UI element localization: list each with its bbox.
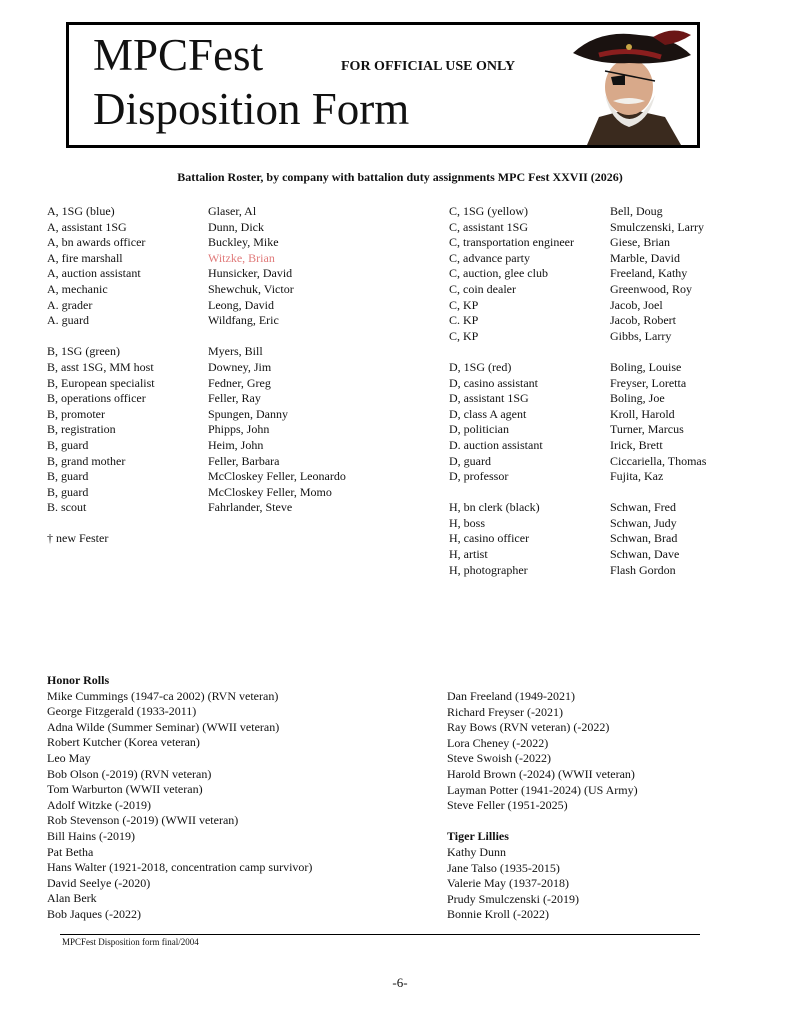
roster-name: Witzke, Brian <box>208 250 275 265</box>
roster-name: Heim, John <box>208 437 264 452</box>
roster-role: A, fire marshall <box>47 250 123 265</box>
roster-name: Schwan, Judy <box>610 515 677 530</box>
roster-name: Boling, Louise <box>610 359 682 374</box>
roster-name: Hunsicker, David <box>208 266 293 281</box>
honor-roll-entry: Rob Stevenson (-2019) (WWII veteran) <box>47 813 239 828</box>
roster-name: Jacob, Robert <box>610 313 676 328</box>
roster-role: D, casino assistant <box>449 375 538 390</box>
right-roles-column <box>449 204 574 578</box>
roster-name: Fujita, Kaz <box>610 469 664 484</box>
roster-role: B, 1SG (green) <box>47 344 120 359</box>
roster-role: A. grader <box>47 297 93 312</box>
roster-role: A, 1SG (blue) <box>47 204 115 218</box>
honor-roll-entry: Bob Olson (-2019) (RVN veteran) <box>47 766 212 781</box>
footer-text: MPCFest Disposition form final/2004 <box>62 937 199 947</box>
honor-roll-entry: Layman Potter (1941-2024) (US Army) <box>447 782 638 797</box>
tiger-lillies-entry: Bonnie Kroll (-2022) <box>447 907 549 922</box>
roster-role: C. KP <box>449 313 479 328</box>
roster-name: Gibbs, Larry <box>610 328 672 343</box>
roster-name: Myers, Bill <box>208 344 263 359</box>
honor-roll-entry: Steve Feller (1951-2025) <box>447 798 568 813</box>
roster-role: H, boss <box>449 515 486 530</box>
roster-title: Battalion Roster, by company with battalion duty assignments MPC Fest XXVII (2026) <box>177 170 623 184</box>
roster-role: C, 1SG (yellow) <box>449 204 528 218</box>
roster-name: Irick, Brett <box>610 437 663 452</box>
roster-role: A, mechanic <box>47 281 108 296</box>
tiger-lillies-entry: Jane Talso (1935-2015) <box>447 860 560 875</box>
roster-name: Buckley, Mike <box>208 235 279 250</box>
spacer <box>449 485 574 501</box>
roster-role: C, KP <box>449 297 479 312</box>
honor-rolls-left <box>47 673 312 923</box>
roster-role: C, advance party <box>449 250 530 265</box>
official-use-label: FOR OFFICIAL USE ONLY <box>341 59 516 74</box>
roster-role: C, auction, glee club <box>449 266 548 281</box>
roster-role: H, bn clerk (black) <box>449 500 540 515</box>
left-names-column <box>208 204 346 516</box>
honor-roll-entry: Richard Freyser (-2021) <box>447 704 563 719</box>
roster-role: B, registration <box>47 422 116 437</box>
roster-role: A. guard <box>47 313 89 328</box>
roster-role: D. auction assistant <box>449 437 543 452</box>
tiger-lillies-heading: Tiger Lillies <box>447 829 509 844</box>
roster-name: Greenwood, Roy <box>610 281 692 296</box>
spacer <box>47 329 155 345</box>
roster-name: Smulczenski, Larry <box>610 219 704 234</box>
honor-roll-entry: Lora Cheney (-2022) <box>447 735 549 750</box>
roster-role: H, photographer <box>449 562 528 577</box>
honor-roll-entry: Alan Berk <box>47 891 97 906</box>
roster-role: B. scout <box>47 500 87 515</box>
spacer <box>47 516 155 532</box>
roster-role: C, coin dealer <box>449 281 516 296</box>
roster-name: Spungen, Danny <box>208 406 288 421</box>
title-line-1: MPCFest <box>93 30 264 80</box>
roster-role: B, guard <box>47 484 89 499</box>
roster-name: McCloskey Feller, Momo <box>208 484 332 499</box>
roster-name: Feller, Ray <box>208 391 261 406</box>
honor-roll-entry: Bob Jaques (-2022) <box>47 906 141 921</box>
roster-name: Fedner, Greg <box>208 375 271 390</box>
roster-role: A, assistant 1SG <box>47 219 127 234</box>
roster-name: Schwan, Fred <box>610 500 676 515</box>
roster-name: Schwan, Brad <box>610 531 678 546</box>
roster-name: Kroll, Harold <box>610 406 675 421</box>
roster-name: Leong, David <box>208 297 274 312</box>
roster-name: Shewchuk, Victor <box>208 281 294 296</box>
roster-role: D, assistant 1SG <box>449 391 529 406</box>
roster-name: Feller, Barbara <box>208 453 280 468</box>
roster-role: D, guard <box>449 453 491 468</box>
roster-role: B, operations officer <box>47 391 146 406</box>
roster-name: Flash Gordon <box>610 562 676 577</box>
honor-roll-entry: David Seelye (-2020) <box>47 875 151 890</box>
roster-name: Downey, Jim <box>208 359 272 374</box>
roster-name: Dunn, Dick <box>208 219 264 234</box>
honor-roll-entry: Steve Swoish (-2022) <box>447 751 551 766</box>
right-names-column <box>610 204 706 578</box>
honor-roll-entry: Mike Cummings (1947-ca 2002) (RVN veteran) <box>47 688 279 703</box>
roster-role: B, European specialist <box>47 375 155 390</box>
footer-rule <box>60 934 700 935</box>
tiger-lillies-entry: Valerie May (1937-2018) <box>447 876 569 891</box>
roster-name: Jacob, Joel <box>610 297 663 312</box>
honor-roll-entry: Harold Brown (-2024) (WWII veteran) <box>447 766 635 781</box>
honor-roll-entry: Dan Freeland (1949-2021) <box>447 689 575 703</box>
roster-role: B, guard <box>47 469 89 484</box>
honor-roll-entry: Ray Bows (RVN veteran) (-2022) <box>447 720 610 735</box>
roster-role: H, casino officer <box>449 531 530 546</box>
roster-name: McCloskey Feller, Leonardo <box>208 469 346 484</box>
roster-name: Turner, Marcus <box>610 422 684 437</box>
tiger-lillies-entry: Kathy Dunn <box>447 844 506 859</box>
roster-role: D, professor <box>449 469 509 484</box>
page-number: -6- <box>392 975 408 990</box>
roster-role: D, politician <box>449 422 509 437</box>
roster-name: Bell, Doug <box>610 204 663 218</box>
roster-name: Wildfang, Eric <box>208 313 279 328</box>
roster-name: Glaser, Al <box>208 204 257 218</box>
pirate-portrait-image <box>569 25 695 145</box>
honor-roll-entry: Adna Wilde (Summer Seminar) (WWII veteran) <box>47 719 280 734</box>
roster-role: B, promoter <box>47 406 105 421</box>
left-roles-column <box>47 204 155 547</box>
honor-roll-entry: Robert Kutcher (Korea veteran) <box>47 735 200 750</box>
roster-name: Schwan, Dave <box>610 547 680 562</box>
honor-roll-entry: Bill Hains (-2019) <box>47 828 135 843</box>
roster-name: Freeland, Kathy <box>610 266 688 281</box>
header-box <box>66 22 700 148</box>
roster-name: Boling, Joe <box>610 391 665 406</box>
roster-role: B, guard <box>47 437 89 452</box>
roster-name: Marble, David <box>610 250 680 265</box>
spacer <box>208 329 346 345</box>
title-line-2: Disposition Form <box>93 84 410 134</box>
honor-roll-entry: Leo May <box>47 750 91 765</box>
roster-name: Ciccariella, Thomas <box>610 453 707 468</box>
spacer <box>610 344 706 360</box>
roster-name: Fahrlander, Steve <box>208 500 293 515</box>
roster-role: H, artist <box>449 547 488 562</box>
roster-name: Giese, Brian <box>610 235 670 250</box>
roster-name: Freyser, Loretta <box>610 375 687 390</box>
roster-role: C, assistant 1SG <box>449 219 529 234</box>
spacer <box>449 344 574 360</box>
honor-roll-entry: Hans Walter (1921-2018, concentration camp survivor) <box>47 860 313 875</box>
roster-role: D, 1SG (red) <box>449 359 512 374</box>
roster-role: C, transportation engineer <box>449 235 574 250</box>
roster-role: A, bn awards officer <box>47 235 146 250</box>
honor-rolls-right <box>447 689 638 923</box>
roster-role: A, auction assistant <box>47 266 141 281</box>
roster-name: Phipps, John <box>208 422 270 437</box>
honor-roll-entry: George Fitzgerald (1933-2011) <box>47 704 197 719</box>
roster-role: C, KP <box>449 328 479 343</box>
roster-role: B, asst 1SG, MM host <box>47 359 154 374</box>
roster-role: B, grand mother <box>47 453 126 468</box>
honor-rolls-heading: Honor Rolls <box>47 673 110 687</box>
roster-role: D, class A agent <box>449 406 527 421</box>
roster-role: † new Fester <box>47 531 109 546</box>
honor-roll-entry: Pat Betha <box>47 844 94 859</box>
honor-roll-entry: Adolf Witzke (-2019) <box>47 797 151 812</box>
honor-roll-entry: Tom Warburton (WWII veteran) <box>47 782 203 797</box>
tiger-lillies-entry: Prudy Smulczenski (-2019) <box>447 891 579 906</box>
spacer <box>610 485 706 501</box>
